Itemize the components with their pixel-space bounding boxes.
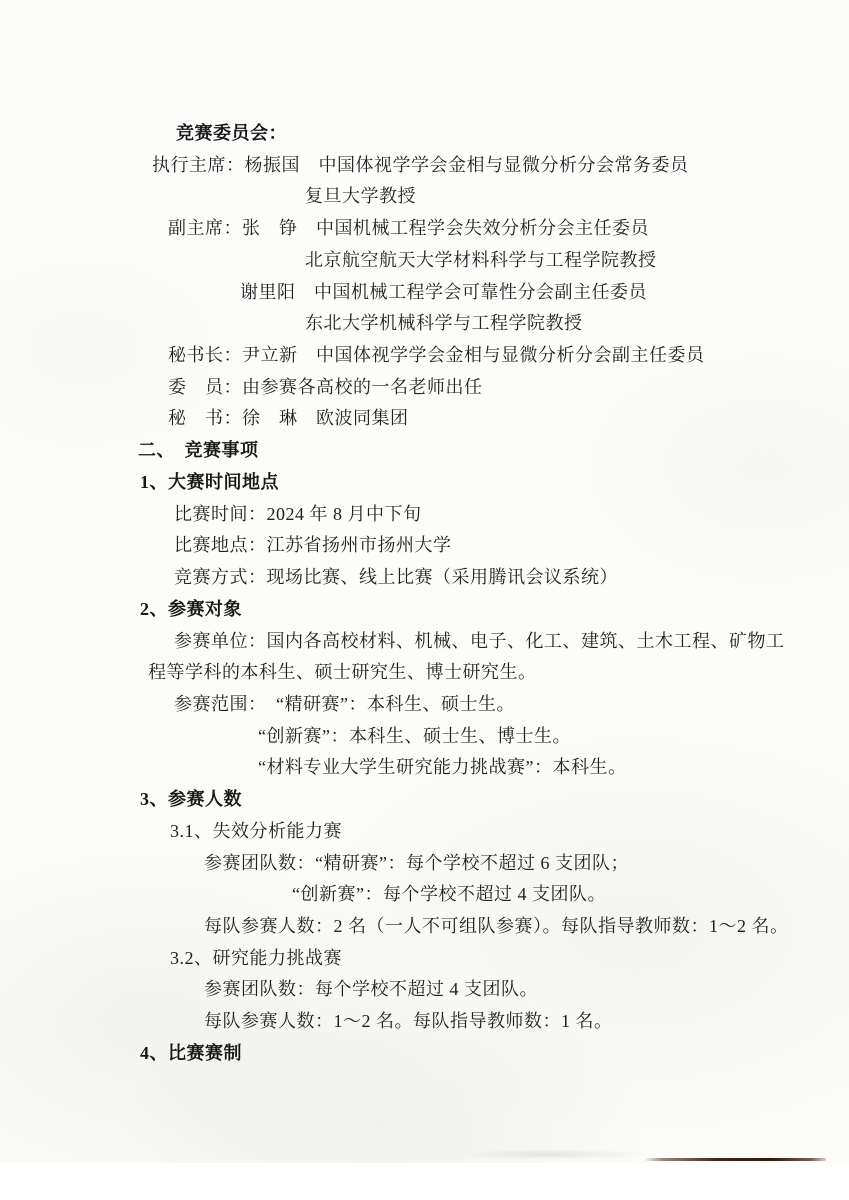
subsection-3-heading: 3、参赛人数: [140, 789, 242, 810]
committee-heading: 竞赛委员会：: [176, 123, 287, 143]
scan-smudge: [440, 1146, 660, 1160]
committee-affiliation-line: 北京航空航天大学材料科学与工程学院教授: [305, 249, 657, 270]
section-heading: 二、 竞赛事项: [138, 440, 259, 461]
body-line: “创新赛”：本科生、硕士生、博士生。: [258, 725, 571, 746]
subsection-4-heading: 4、比赛赛制: [140, 1042, 242, 1063]
body-line: 每队参赛人数：1～2 名。每队指导教师数：1 名。: [204, 1011, 613, 1032]
committee-member-line: 谢里阳 中国机械工程学会可靠性分会副主任委员: [240, 281, 647, 302]
committee-member-line: 秘书长：尹立新 中国体视学学会金相与显微分析分会副主任委员: [168, 345, 705, 366]
subsection-1-heading: 1、大赛时间地点: [140, 471, 279, 492]
document-text: [0, 118, 849, 1070]
committee-member-line: 委 员：由参赛各高校的一名老师出任: [168, 376, 483, 397]
body-line: 参赛范围： “精研赛”：本科生、硕士生。: [174, 693, 515, 714]
body-line: 程等学科的本科生、硕士研究生、博士研究生。: [148, 662, 537, 683]
subsection-2-heading: 2、参赛对象: [140, 598, 242, 619]
body-line: “材料专业大学生研究能力挑战赛”：本科生。: [258, 757, 627, 778]
scan-artifact-line: [644, 1158, 826, 1161]
body-line: 参赛团队数：每个学校不超过 4 支团队。: [204, 979, 538, 1000]
body-line: 参赛单位：国内各高校材料、机械、电子、化工、建筑、土木工程、矿物工: [174, 630, 785, 651]
committee-member-line: 副主席：张 铮 中国机械工程学会失效分析分会主任委员: [168, 218, 649, 239]
committee-affiliation-line: 东北大学机械科学与工程学院教授: [305, 313, 583, 334]
committee-member-line: 执行主席：杨振国 中国体视学学会金相与显微分析分会常务委员: [152, 154, 689, 175]
committee-member-line: 秘 书：徐 琳 欧波同集团: [168, 408, 409, 429]
body-line: 竞赛方式：现场比赛、线上比赛（采用腾讯会议系统）: [174, 567, 618, 588]
body-line: 比赛时间：2024 年 8 月中下旬: [174, 503, 422, 524]
body-line: 每队参赛人数：2 名（一人不可组队参赛）。每队指导教师数：1～2 名。: [204, 915, 789, 936]
body-line: 3.2、研究能力挑战赛: [170, 947, 342, 968]
body-line: “创新赛”：每个学校不超过 4 支团队。: [292, 884, 606, 905]
committee-affiliation-line: 复旦大学教授: [305, 186, 416, 207]
body-line: 3.1、失效分析能力赛: [170, 820, 342, 841]
body-line: 参赛团队数：“精研赛”：每个学校不超过 6 支团队；: [204, 852, 629, 873]
body-line: 比赛地点：江苏省扬州市扬州大学: [174, 535, 452, 556]
